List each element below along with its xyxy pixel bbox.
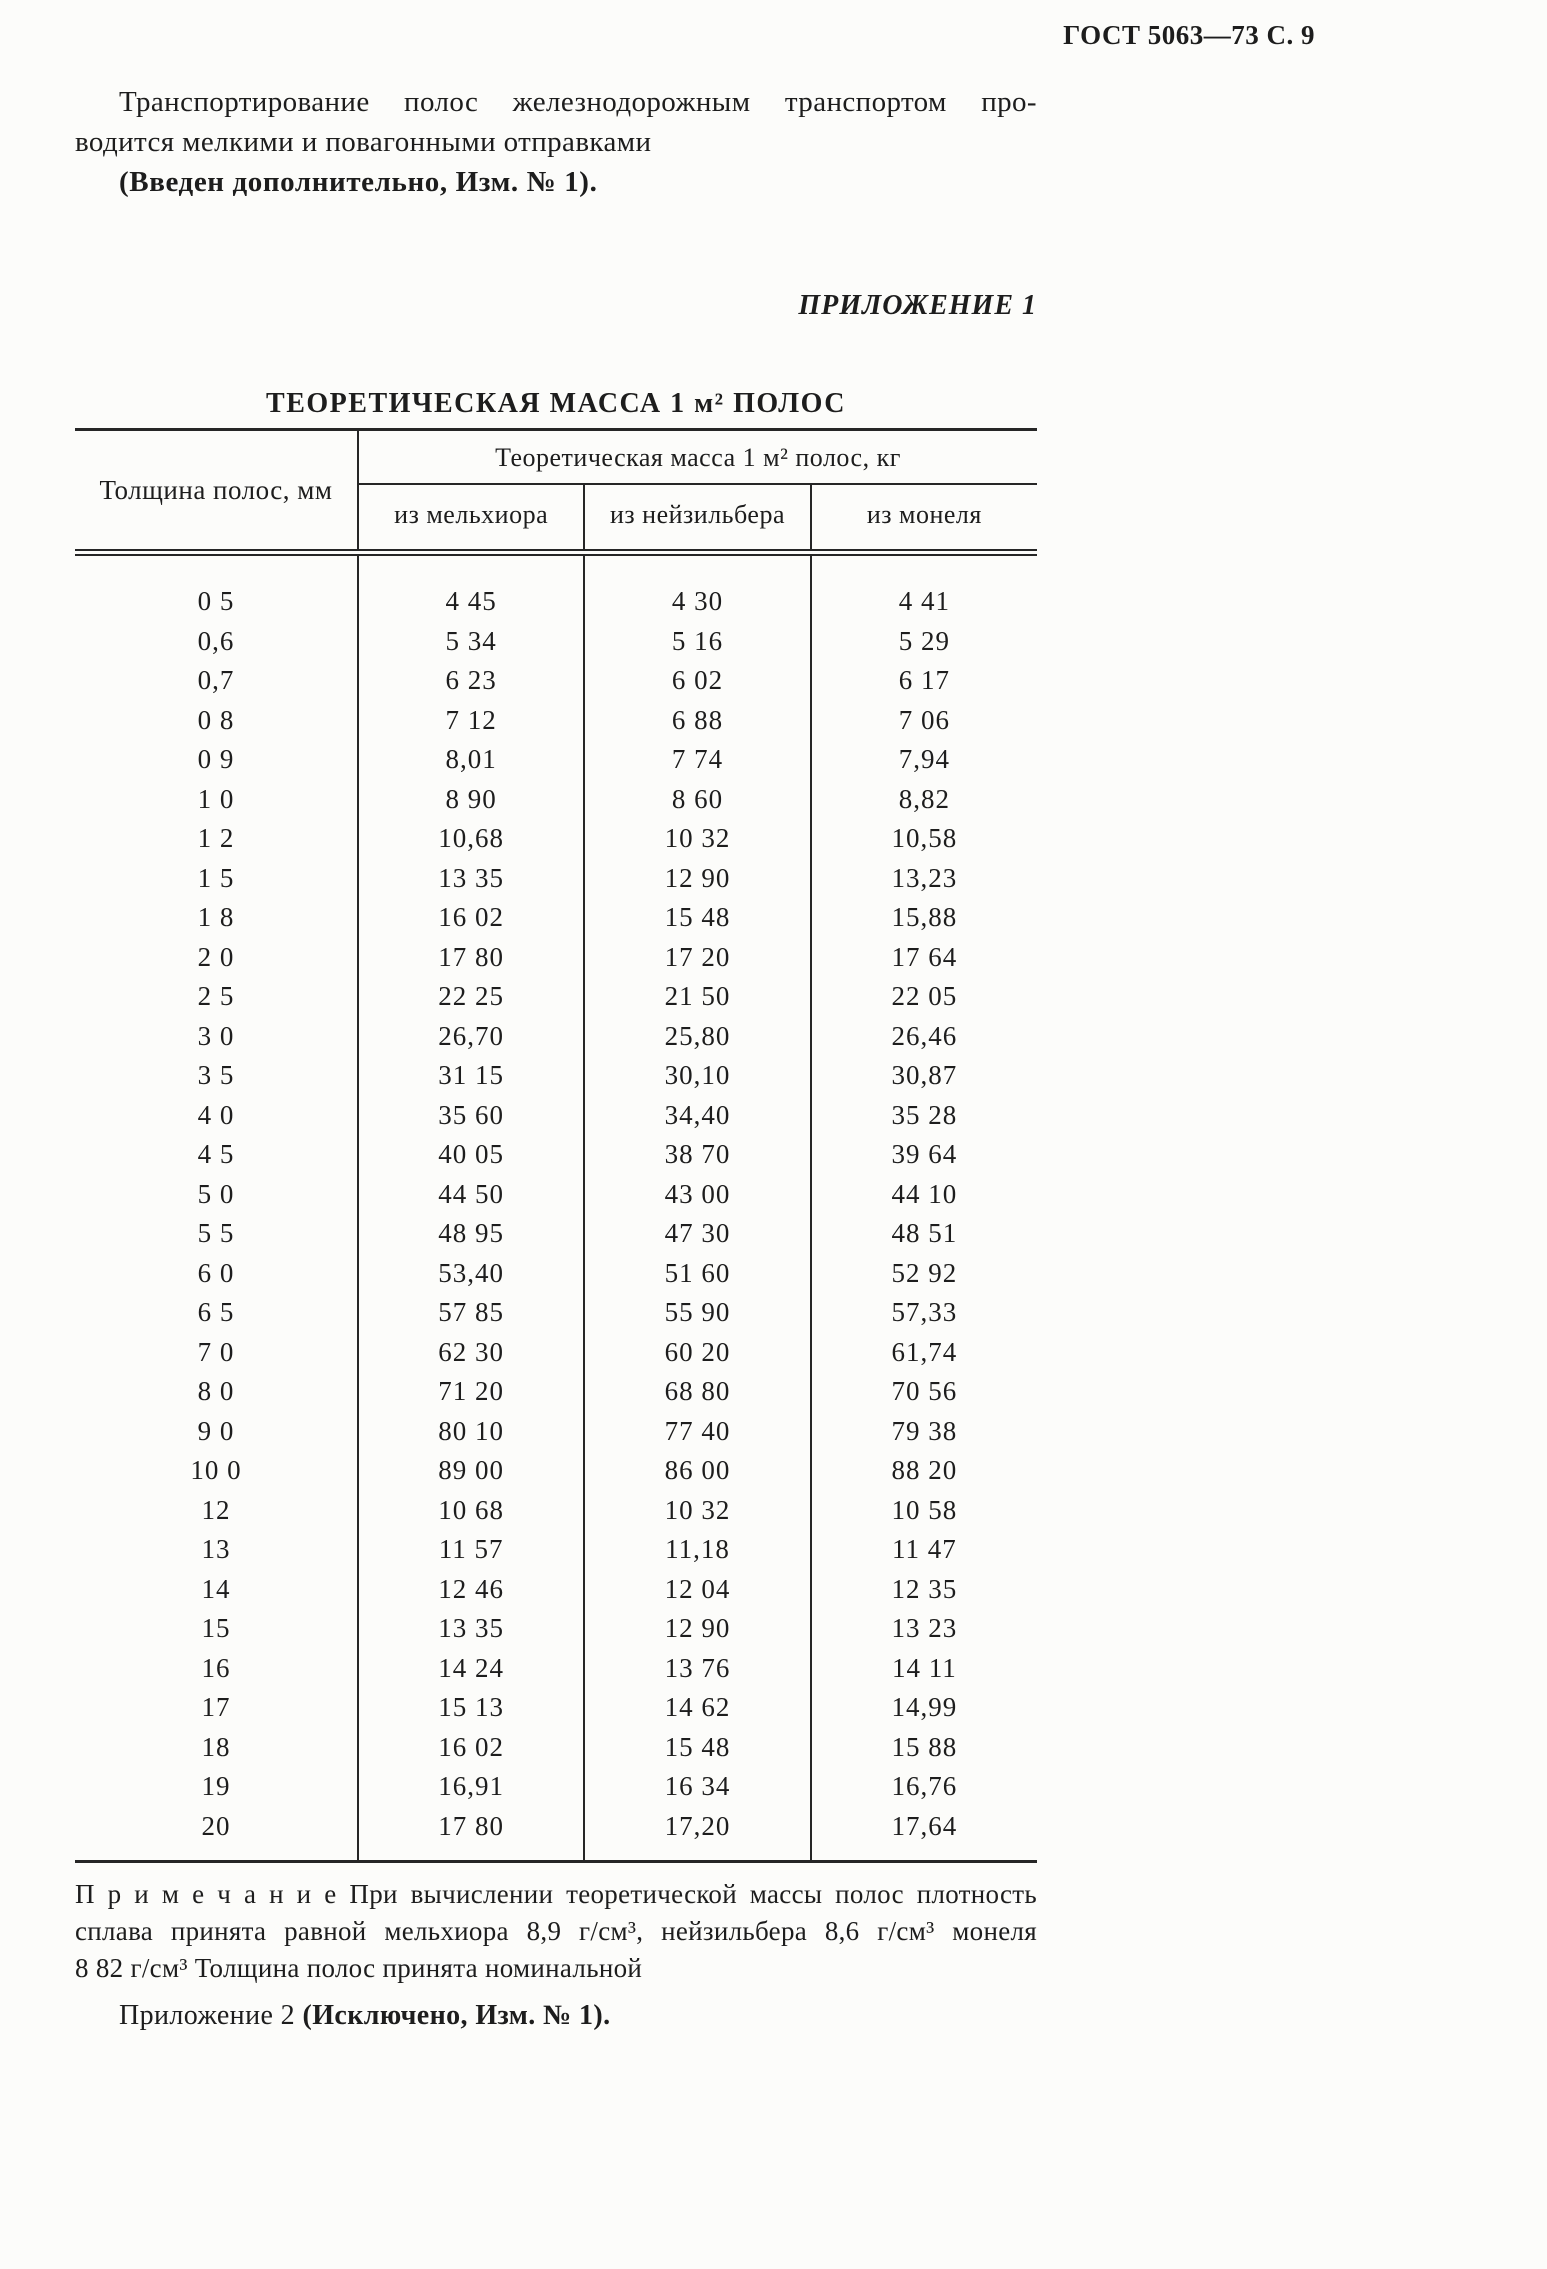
table-row <box>75 1254 1037 1294</box>
mass-cell: 57 85 <box>438 1297 505 1327</box>
table-row <box>75 1451 1037 1491</box>
mass-cell: 12 46 <box>438 1573 505 1604</box>
table-row <box>75 859 1037 899</box>
table-row <box>75 553 1037 622</box>
mass-cell: 47 30 <box>584 1214 810 1254</box>
table-row <box>75 1135 1037 1175</box>
thickness-cell: 0,7 <box>75 661 358 701</box>
mass-cell: 12 04 <box>584 1570 810 1610</box>
col-header-thickness: Толщина полос, мм <box>75 430 358 553</box>
thickness-cell: 14 <box>75 1570 358 1610</box>
mass-cell: 14 11 <box>811 1649 1037 1689</box>
mass-cell: 43 00 <box>584 1175 810 1215</box>
table-row <box>75 1017 1037 1057</box>
table-container <box>75 428 1037 1863</box>
thickness-cell: 3 0 <box>75 1017 358 1057</box>
table-row <box>75 780 1037 820</box>
thickness-cell: 18 <box>75 1728 358 1768</box>
table-row <box>75 1767 1037 1807</box>
mass-cell: 16 02 <box>438 1731 505 1762</box>
mass-cell: 25,80 <box>584 1017 810 1057</box>
thickness-cell: 6 0 <box>75 1254 358 1294</box>
mass-cell: 71 20 <box>438 1376 505 1406</box>
thickness-cell: 12 <box>75 1491 358 1531</box>
thickness-cell: 15 <box>75 1609 358 1649</box>
table-row <box>75 622 1037 662</box>
thickness-cell: 1 8 <box>75 898 358 938</box>
thickness-cell: 0,6 <box>75 622 358 662</box>
mass-cell: 12 90 <box>584 1609 810 1649</box>
thickness-cell: 1 5 <box>75 859 358 899</box>
thickness-cell: 2 0 <box>75 938 358 978</box>
table-row <box>75 1807 1037 1862</box>
table-row <box>75 1688 1037 1728</box>
mass-cell: 12 90 <box>584 859 810 899</box>
mass-cell: 38 70 <box>584 1135 810 1175</box>
col-header-monel: из монеля <box>811 484 1037 553</box>
table-row <box>75 819 1037 859</box>
mass-cell: 17 80 <box>438 1810 505 1841</box>
mass-cell: 70 56 <box>811 1372 1037 1412</box>
thickness-cell: 0 8 <box>75 701 358 741</box>
table-row <box>75 1570 1037 1610</box>
mass-cell: 13 35 <box>438 1613 505 1643</box>
thickness-cell: 3 5 <box>75 1056 358 1096</box>
table-row <box>75 1728 1037 1768</box>
mass-cell: 17,64 <box>811 1807 1037 1862</box>
mass-cell: 52 92 <box>811 1254 1037 1294</box>
mass-table <box>75 428 1037 1863</box>
table-row <box>75 1412 1037 1452</box>
mass-cell: 57,33 <box>811 1293 1037 1333</box>
intro-paragraph <box>75 82 1037 202</box>
mass-cell: 16 02 <box>438 902 505 932</box>
appendix-1-label: ПРИЛОЖЕНИЕ 1 <box>798 290 1037 321</box>
mass-cell: 80 10 <box>438 1415 505 1446</box>
amendment-note: (Введен дополнительно, Изм. № 1). <box>119 166 598 198</box>
thickness-cell: 19 <box>75 1767 358 1807</box>
table-row <box>75 1333 1037 1373</box>
mass-cell: 68 80 <box>584 1372 810 1412</box>
mass-cell: 35 28 <box>811 1096 1037 1136</box>
table-row <box>75 1609 1037 1649</box>
intro-line-2: водится мелкими и повагонными отправками <box>75 126 652 158</box>
mass-cell: 13,23 <box>811 859 1037 899</box>
mass-cell: 11,18 <box>584 1530 810 1570</box>
mass-cell: 10 58 <box>811 1491 1037 1531</box>
thickness-cell: 4 5 <box>75 1135 358 1175</box>
mass-cell: 15 48 <box>584 898 810 938</box>
mass-cell: 5 34 <box>445 625 497 656</box>
mass-cell: 16,91 <box>438 1771 505 1801</box>
thickness-cell: 16 <box>75 1649 358 1689</box>
mass-cell: 5 29 <box>811 622 1037 662</box>
mass-cell: 22 25 <box>438 981 505 1011</box>
thickness-cell: 0 5 <box>75 553 358 622</box>
col-header-mass-group: Теоретическая масса 1 м² полос, кг <box>358 430 1037 485</box>
mass-cell: 10,68 <box>438 823 505 853</box>
table-row <box>75 1175 1037 1215</box>
mass-cell: 89 00 <box>438 1455 505 1485</box>
thickness-cell: 17 <box>75 1688 358 1728</box>
table-row <box>75 1372 1037 1412</box>
mass-cell: 14,99 <box>811 1688 1037 1728</box>
mass-cell: 8,82 <box>811 780 1037 820</box>
thickness-cell: 5 5 <box>75 1214 358 1254</box>
thickness-cell: 0 9 <box>75 740 358 780</box>
mass-cell: 61,74 <box>811 1333 1037 1373</box>
mass-cell: 15 48 <box>584 1728 810 1768</box>
mass-cell: 60 20 <box>584 1333 810 1373</box>
mass-cell: 13 35 <box>438 862 505 893</box>
mass-cell: 6 23 <box>445 665 497 695</box>
mass-cell: 5 16 <box>584 622 810 662</box>
mass-cell: 10 32 <box>584 1491 810 1531</box>
mass-cell: 7,94 <box>811 740 1037 780</box>
mass-cell: 7 74 <box>584 740 810 780</box>
mass-cell: 6 88 <box>584 701 810 741</box>
table-row <box>75 661 1037 701</box>
mass-cell: 17 64 <box>811 938 1037 978</box>
table-row <box>75 938 1037 978</box>
thickness-cell: 4 0 <box>75 1096 358 1136</box>
mass-cell: 4 30 <box>584 553 810 622</box>
mass-cell: 13 76 <box>584 1649 810 1689</box>
mass-cell: 17 80 <box>438 941 505 972</box>
mass-cell: 77 40 <box>584 1412 810 1452</box>
table-row <box>75 1530 1037 1570</box>
col-header-neusilber: из нейзильбера <box>584 484 810 553</box>
appendix-2-bold: (Исключено, Изм. № 1). <box>302 2000 611 2031</box>
mass-cell: 8 90 <box>445 783 497 814</box>
mass-cell: 26,46 <box>811 1017 1037 1057</box>
mass-cell: 14 24 <box>438 1652 505 1683</box>
thickness-cell: 6 5 <box>75 1293 358 1333</box>
footnote-line-2: сплава принята равной мельхиора 8,9 г/см³, нейзильбера 8,6 г/см³ монеля <box>75 1916 1037 1946</box>
table-row <box>75 1096 1037 1136</box>
mass-cell: 44 50 <box>438 1178 505 1209</box>
table-row <box>75 1293 1037 1333</box>
gost-header: ГОСТ 5063—73 С. 9 <box>1063 20 1315 50</box>
thickness-cell: 7 0 <box>75 1333 358 1373</box>
mass-cell: 17 20 <box>584 938 810 978</box>
mass-cell: 11 57 <box>438 1534 504 1564</box>
mass-cell: 26,70 <box>438 1020 505 1051</box>
mass-cell: 10,58 <box>811 819 1037 859</box>
table-header-row-group <box>75 430 1037 485</box>
mass-cell: 30,10 <box>584 1056 810 1096</box>
mass-cell: 7 06 <box>811 701 1037 741</box>
thickness-cell: 20 <box>75 1807 358 1862</box>
mass-cell: 86 00 <box>584 1451 810 1491</box>
mass-cell: 12 35 <box>811 1570 1037 1610</box>
mass-cell: 6 02 <box>584 661 810 701</box>
mass-cell: 4 41 <box>811 553 1037 622</box>
mass-cell: 8,01 <box>445 744 497 774</box>
mass-cell: 53,40 <box>438 1257 505 1288</box>
mass-cell: 17,20 <box>584 1807 810 1862</box>
mass-cell: 62 30 <box>438 1336 505 1367</box>
table-row <box>75 740 1037 780</box>
mass-cell: 48 51 <box>811 1214 1037 1254</box>
mass-cell: 4 45 <box>445 586 497 616</box>
mass-cell: 88 20 <box>811 1451 1037 1491</box>
mass-cell: 31 15 <box>438 1060 505 1090</box>
mass-cell: 40 05 <box>438 1139 505 1169</box>
mass-cell: 51 60 <box>584 1254 810 1294</box>
table-row <box>75 977 1037 1017</box>
mass-cell: 14 62 <box>584 1688 810 1728</box>
mass-cell: 13 23 <box>811 1609 1037 1649</box>
thickness-cell: 5 0 <box>75 1175 358 1215</box>
table-row <box>75 898 1037 938</box>
mass-cell: 16,76 <box>811 1767 1037 1807</box>
mass-cell: 35 60 <box>438 1099 505 1130</box>
table-row <box>75 1491 1037 1531</box>
table-header <box>75 430 1037 553</box>
table-row <box>75 1214 1037 1254</box>
footnote <box>75 1876 1037 1987</box>
mass-cell: 15 13 <box>438 1692 505 1722</box>
mass-cell: 16 34 <box>584 1767 810 1807</box>
appendix-2-prefix: Приложение 2 <box>119 2000 303 2031</box>
appendix-2-note <box>75 2000 1037 2032</box>
intro-line-1: Транспортирование полос железнодорожным транспортом про- <box>119 86 1037 118</box>
thickness-cell: 9 0 <box>75 1412 358 1452</box>
mass-cell: 21 50 <box>584 977 810 1017</box>
table-row <box>75 701 1037 741</box>
mass-cell: 79 38 <box>811 1412 1037 1452</box>
mass-cell: 30,87 <box>811 1056 1037 1096</box>
mass-cell: 44 10 <box>811 1175 1037 1215</box>
table-title: ТЕОРЕТИЧЕСКАЯ МАССА 1 м² ПОЛОС <box>266 388 846 419</box>
mass-cell: 8 60 <box>584 780 810 820</box>
mass-cell: 10 32 <box>584 819 810 859</box>
mass-cell: 15 88 <box>811 1728 1037 1768</box>
thickness-cell: 2 5 <box>75 977 358 1017</box>
mass-cell: 34,40 <box>584 1096 810 1136</box>
thickness-cell: 13 <box>75 1530 358 1570</box>
footnote-line-3: 8 82 г/см³ Толщина полос принята номинальной <box>75 1953 643 1983</box>
mass-cell: 15,88 <box>811 898 1037 938</box>
mass-cell: 55 90 <box>584 1293 810 1333</box>
footnote-line-1: П р и м е ч а н и е При вычислении теоретической массы полос плотность <box>75 1879 1037 1909</box>
table-body <box>75 553 1037 1862</box>
mass-cell: 22 05 <box>811 977 1037 1017</box>
mass-cell: 11 47 <box>811 1530 1037 1570</box>
mass-cell: 48 95 <box>438 1218 505 1248</box>
col-header-melchior: из мельхиора <box>358 484 584 553</box>
mass-cell: 10 68 <box>438 1494 505 1525</box>
thickness-cell: 8 0 <box>75 1372 358 1412</box>
thickness-cell: 1 0 <box>75 780 358 820</box>
table-row <box>75 1056 1037 1096</box>
mass-cell: 7 12 <box>445 704 497 735</box>
thickness-cell: 1 2 <box>75 819 358 859</box>
table-row <box>75 1649 1037 1689</box>
mass-cell: 6 17 <box>811 661 1037 701</box>
mass-cell: 39 64 <box>811 1135 1037 1175</box>
thickness-cell: 10 0 <box>75 1451 358 1491</box>
